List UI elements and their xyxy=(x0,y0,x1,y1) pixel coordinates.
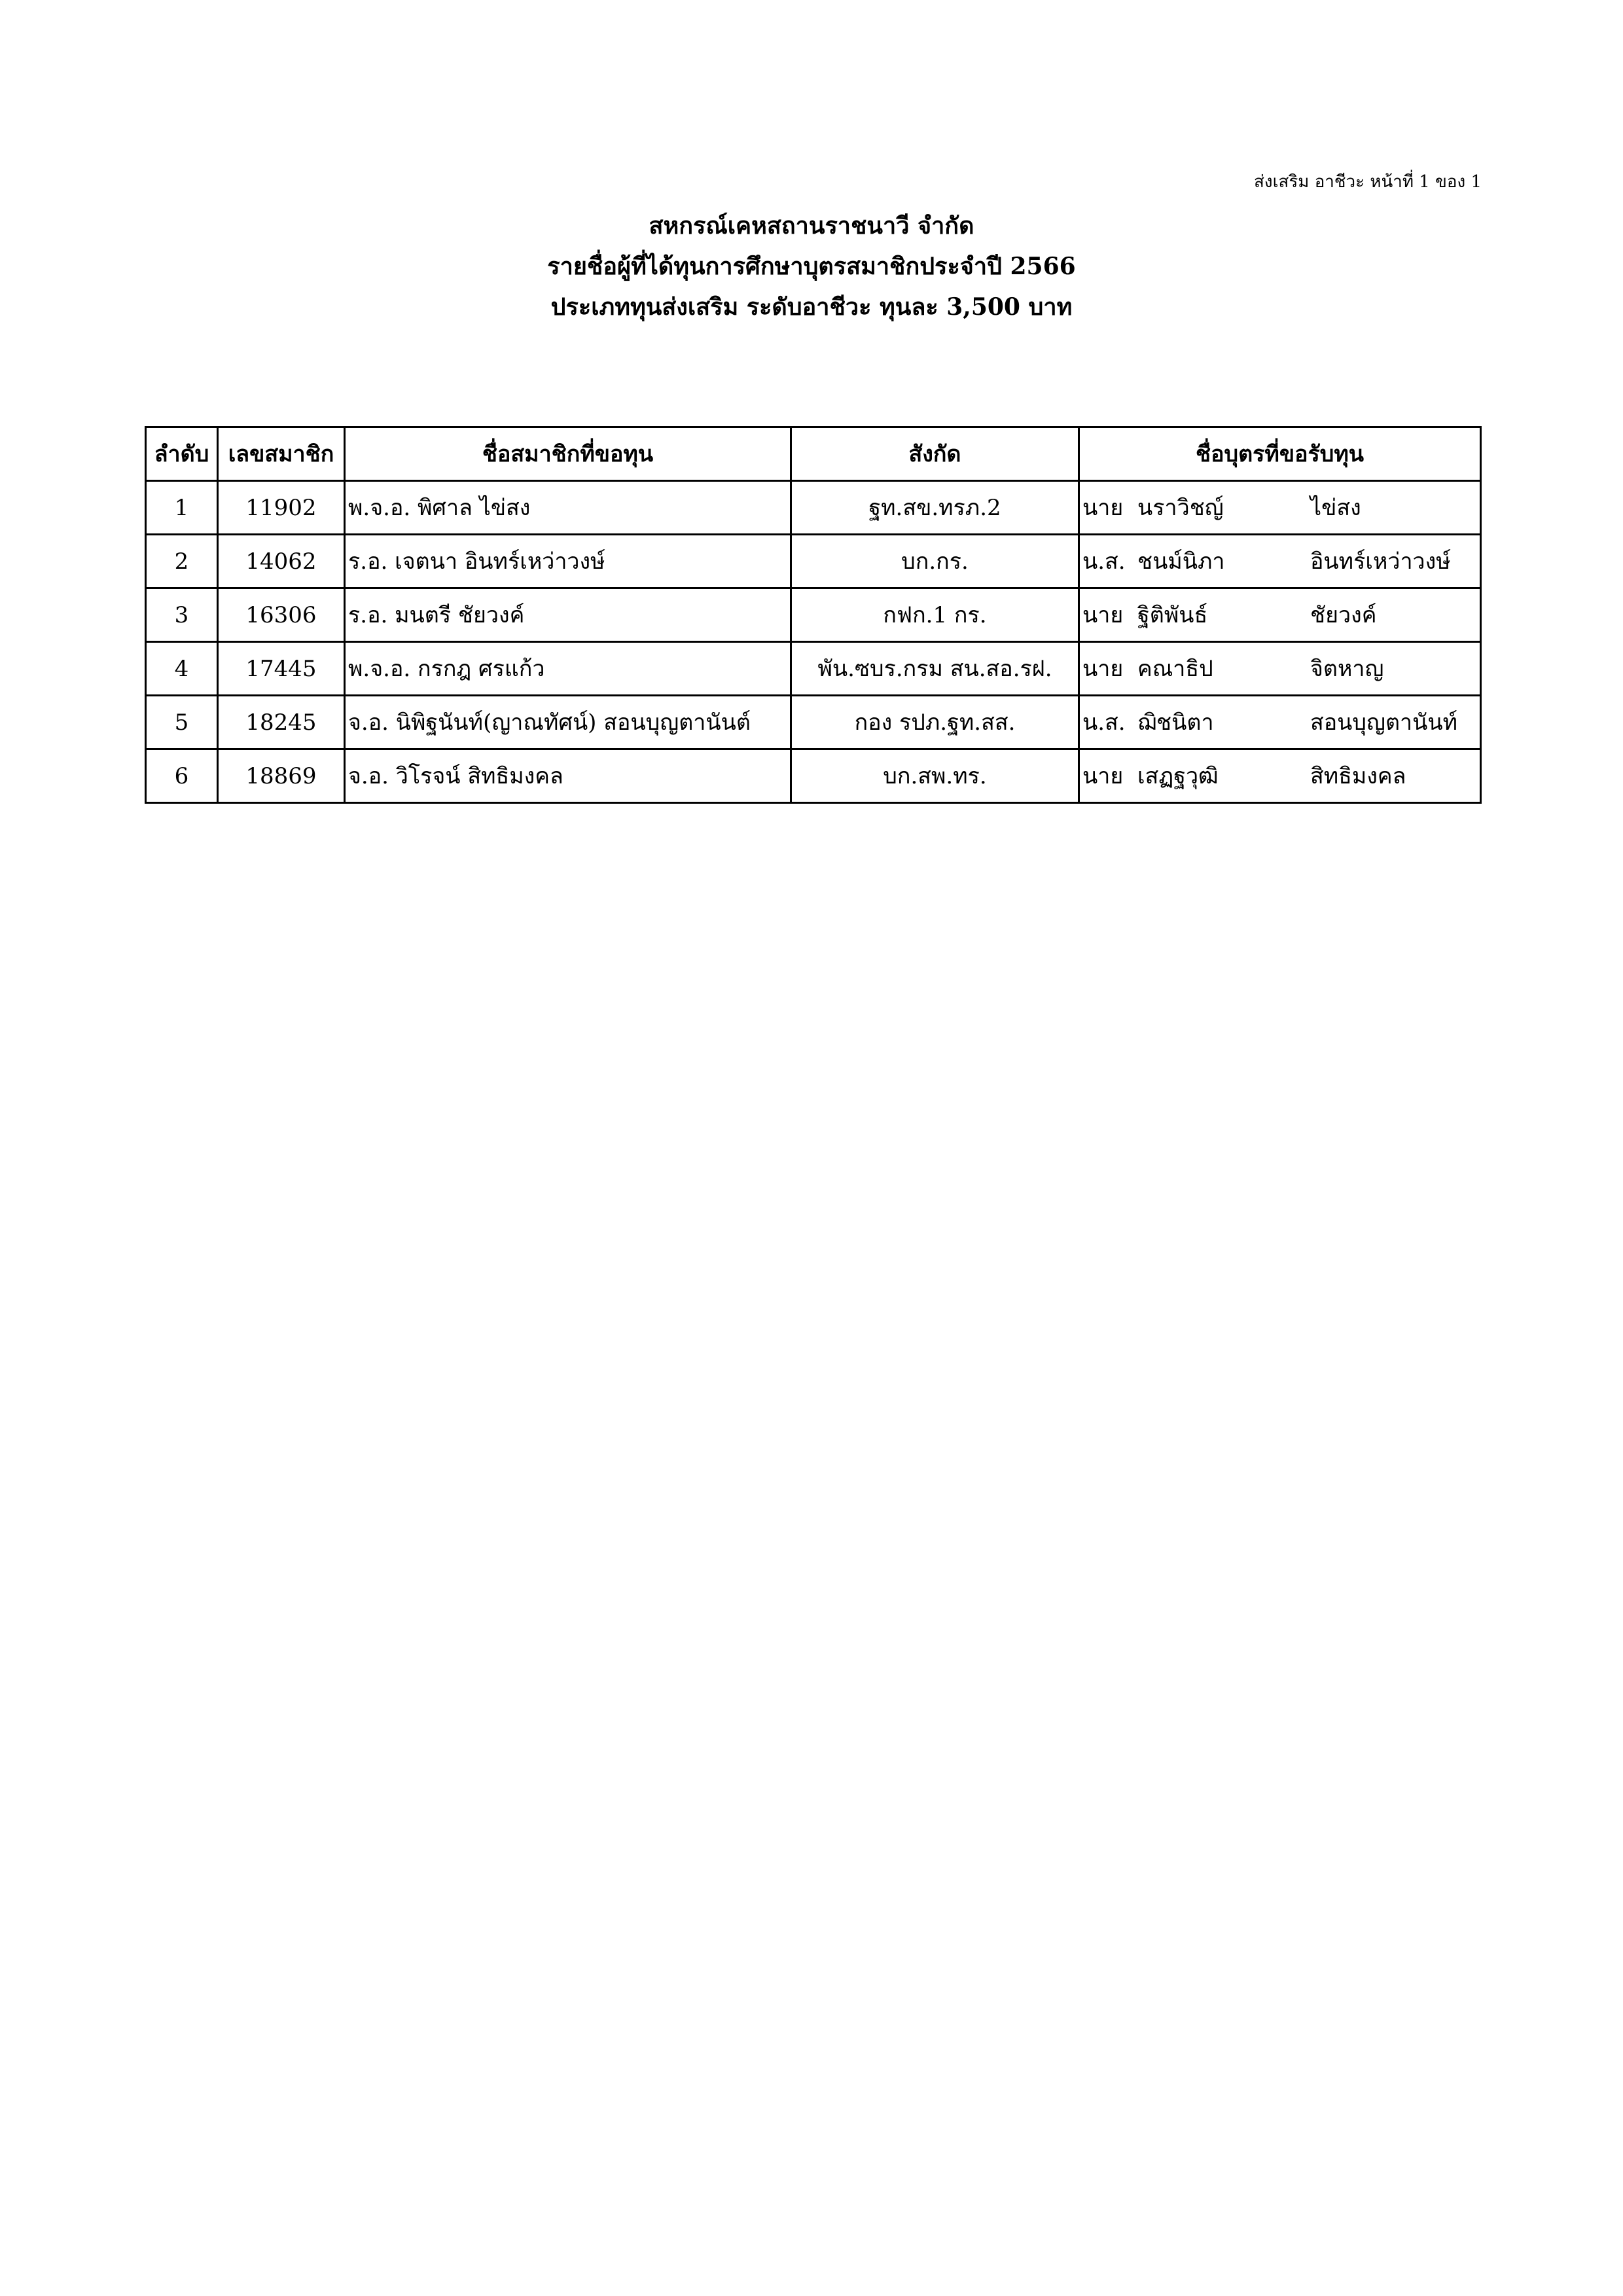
title-list-heading: รายชื่อผู้ที่ได้ทุนการศึกษาบุตรสมาชิกประจำปี 2566 xyxy=(547,253,1076,280)
child-first-name: ชนม์นิภา xyxy=(1137,548,1225,575)
child-last-name: ไข่สง xyxy=(1310,494,1361,521)
child-title: นาย xyxy=(1082,601,1124,628)
cell-no: 5 xyxy=(146,696,218,749)
table-row xyxy=(146,696,1481,749)
child-title: นาย xyxy=(1082,494,1124,521)
cell-member-name: พ.จ.อ. กรกฎ ศรแก้ว xyxy=(345,642,791,696)
cell-child-name xyxy=(1079,481,1481,535)
header-no: ลำดับ xyxy=(146,427,218,481)
child-first-name: คณาธิป xyxy=(1137,655,1213,682)
child-title: นาย xyxy=(1082,655,1124,682)
cell-child-name xyxy=(1079,642,1481,696)
child-last-name: สิทธิมงคล xyxy=(1310,762,1406,789)
cell-unit: กอง รปภ.ฐท.สส. xyxy=(791,696,1079,749)
cell-member-name: จ.อ. วิโรจน์ สิทธิมงคล xyxy=(345,749,791,803)
cell-child-name xyxy=(1079,696,1481,749)
table-row xyxy=(146,588,1481,642)
cell-member-id: 16306 xyxy=(218,588,345,642)
child-first-name: นราวิชญ์ xyxy=(1137,494,1224,521)
cell-member-id: 17445 xyxy=(218,642,345,696)
document-title xyxy=(0,209,1623,331)
cell-unit: บก.กร. xyxy=(791,535,1079,588)
child-title: น.ส. xyxy=(1082,548,1126,575)
cell-member-id: 14062 xyxy=(218,535,345,588)
table-row xyxy=(146,642,1481,696)
cell-child-name xyxy=(1079,535,1481,588)
cell-member-id: 18245 xyxy=(218,696,345,749)
table-header-row xyxy=(146,427,1481,481)
child-title: น.ส. xyxy=(1082,709,1126,736)
title-scholarship-type: ประเภททุนส่งเสริม ระดับอาชีวะ ทุนละ 3,500 บาท xyxy=(550,293,1073,321)
cell-member-name: ร.อ. เจตนา อินทร์เหว่าวงษ์ xyxy=(345,535,791,588)
cell-child-name xyxy=(1079,588,1481,642)
cell-member-id: 18869 xyxy=(218,749,345,803)
cell-no: 6 xyxy=(146,749,218,803)
child-last-name: สอนบุญตานันท์ xyxy=(1310,709,1458,736)
child-last-name: อินทร์เหว่าวงษ์ xyxy=(1310,548,1451,575)
scholarship-table xyxy=(145,426,1482,804)
page-number-label: ส่งเสริม อาชีวะ หน้าที่ 1 ของ 1 xyxy=(1254,172,1482,192)
table-row xyxy=(146,481,1481,535)
cell-unit: ฐท.สข.ทรภ.2 xyxy=(791,481,1079,535)
child-first-name: ฐิติพันธ์ xyxy=(1137,601,1208,628)
header-member-id: เลขสมาชิก xyxy=(218,427,345,481)
header-child-name: ชื่อบุตรที่ขอรับทุน xyxy=(1079,427,1481,481)
child-first-name: เสฏฐวุฒิ xyxy=(1137,762,1219,789)
cell-member-name: ร.อ. มนตรี ชัยวงค์ xyxy=(345,588,791,642)
child-title: นาย xyxy=(1082,762,1124,789)
cell-member-id: 11902 xyxy=(218,481,345,535)
child-last-name: ชัยวงค์ xyxy=(1310,601,1377,628)
cell-no: 1 xyxy=(146,481,218,535)
cell-child-name xyxy=(1079,749,1481,803)
header-unit: สังกัด xyxy=(791,427,1079,481)
cell-unit: กฟก.1 กร. xyxy=(791,588,1079,642)
table-row xyxy=(146,749,1481,803)
cell-member-name: พ.จ.อ. พิศาล ไข่สง xyxy=(345,481,791,535)
cell-member-name: จ.อ. นิพิฐนันท์(ญาณทัศน์) สอนบุญตานันต์ xyxy=(345,696,791,749)
header-member-name: ชื่อสมาชิกที่ขอทุน xyxy=(345,427,791,481)
table-row xyxy=(146,535,1481,588)
cell-no: 4 xyxy=(146,642,218,696)
cell-unit: บก.สพ.ทร. xyxy=(791,749,1079,803)
child-first-name: ฌิชนิตา xyxy=(1137,709,1214,736)
cell-no: 2 xyxy=(146,535,218,588)
cell-unit: พัน.ซบร.กรม สน.สอ.รฝ. xyxy=(791,642,1079,696)
cell-no: 3 xyxy=(146,588,218,642)
title-cooperative-name: สหกรณ์เคหสถานราชนาวี จำกัด xyxy=(649,212,974,240)
child-last-name: จิตหาญ xyxy=(1310,655,1384,682)
